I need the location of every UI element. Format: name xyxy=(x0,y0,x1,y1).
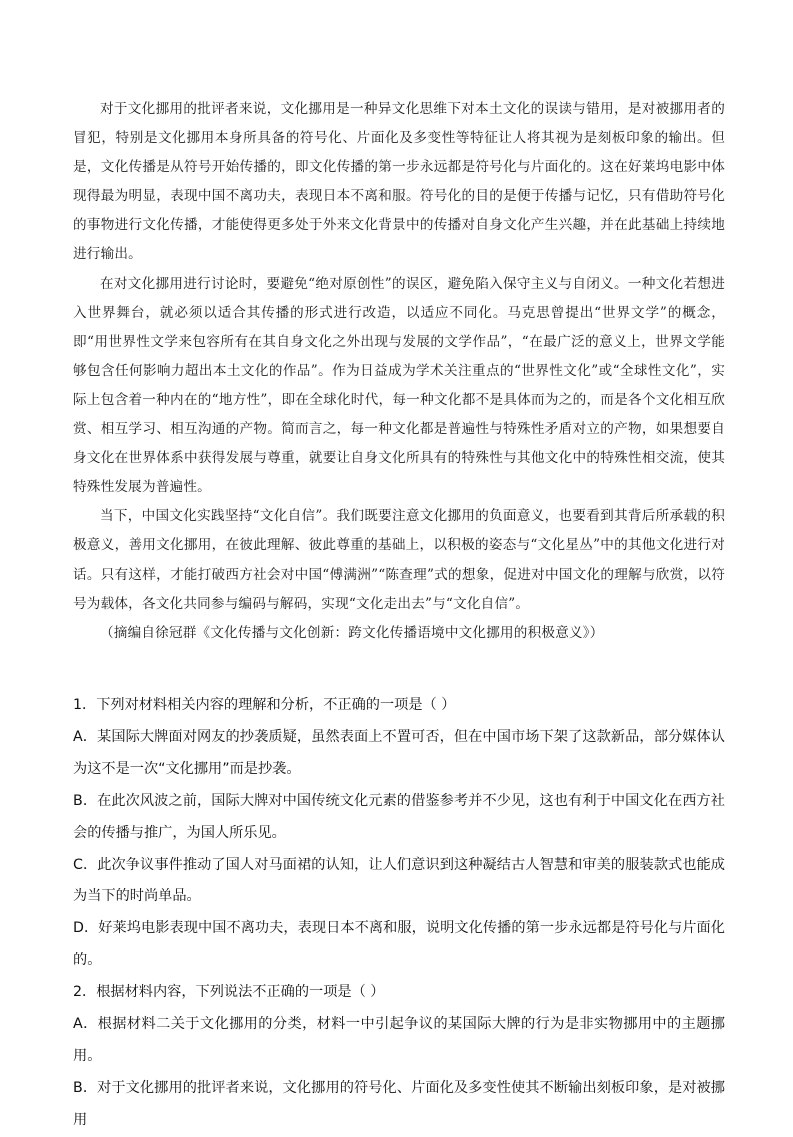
question-2-stem: 2．根据材料内容，下列说法不正确的一项是（ ） xyxy=(73,984,385,1001)
question-2-option-b: B．对于文化挪用的批评者来说，文化挪用的符号化、片面化及多变性使其不断输出刻板印象，是对被挪用 xyxy=(73,1079,725,1128)
passage-paragraph-2: 在对文化挪用进行讨论时，要避免“绝对原创性”的误区，避免陷入保守主义与自闭义。一种文化若想进入世界舞台，就必须以适合其传播的形式进行改造，以适应不同化。马克思曾提出“世界文学”的概念，即“用世界性文学来包容所有在其自身文化之外出现与发展的文学作品”，“在最广泛的意义上，世界文学能够包含任何影响力超出本土文化的作品”。作为日益成为学术关注重点的“世界性文化”或“全球性文化”，实际上包含着一种内在的“地方性”，即在全球化时代，每一种文化都不是具体而为之的，而是各个文化相互欣赏、相互学习、相互沟通的产物。简而言之，每一种文化都是普遍性与特殊性矛盾对立的产物，如果想要自身文化在世界体系中获得发展与尊重，就要让自身文化所具有的特殊性与其他文化中的特殊性相交流，使其特殊性发展为普遍性。 xyxy=(73,275,725,496)
reading-passage xyxy=(73,95,725,648)
passage-paragraph-3: 当下，中国文化实践坚持“文化自信”。我们既要注意文化挪用的负面意义，也要看到其背后所承载的积极意义，善用文化挪用，在彼此理解、彼此尊重的基础上，以积极的姿态与“文化星丛”中的其他文化进行对话。只有这样，才能打破西方社会对中国“傅满洲”“陈查理”式的想象，促进对中国文化的理解与欣赏，以符号为载体，各文化共同参与编码与解码，实现“文化走出去”与“文化自信”。 xyxy=(73,508,725,612)
question-section xyxy=(73,690,725,1137)
question-1-option-c: C．此次争议事件推动了国人对马面裙的认知，让人们意识到这种凝结古人智慧和审美的服装款式也能成为当下的时尚单品。 xyxy=(73,856,725,905)
question-2-option-a: A．根据材料二关于文化挪用的分类，材料一中引起争议的某国际大牌的行为是非实物挪用中的主题挪用。 xyxy=(73,1016,725,1064)
question-1-option-b: B．在此次风波之前，国际大牌对中国传统文化元素的借鉴参考并不少见，这也有利于中国文化在西方社会的传播与推广，为国人所乐见。 xyxy=(73,792,725,841)
question-1-option-d: D．好莱坞电影表现中国不离功夫，表现日本不离和服，说明文化传播的第一步永远都是符号化与片面化的。 xyxy=(73,920,725,969)
question-1-option-a: A．某国际大牌面对网友的抄袭质疑，虽然表面上不置可否，但在中国市场下架了这款新品，部分媒体认为这不是一次“文化挪用”而是抄袭。 xyxy=(73,728,725,777)
question-1-stem: 1．下列对材料相关内容的理解和分析，不正确的一项是（ ） xyxy=(73,697,456,713)
passage-source-citation: （摘编自徐冠群《文化传播与文化创新：跨文化传播语境中文化挪用的积极意义》） xyxy=(100,624,604,641)
passage-paragraph-1: 对于文化挪用的批评者来说，文化挪用是一种异文化思维下对本土文化的误读与错用，是对被挪用者的冒犯，特别是文化挪用本身所具备的符号化、片面化及多变性等特征让人将其视为是刻板印象的输出。但是，文化传播是从符号开始传播的，即文化传播的第一步永远都是符号化与片面化的。这在好莱坞电影中体现得最为明显，表现中国不离功夫，表现日本不离和服。符号化的目的是便于传播与记忆，只有借助符号化的事物进行文化传播，才能使得更多处于外来文化背景中的传播对自身文化产生兴趣，并在此基础上持续地进行输出。 xyxy=(73,101,725,263)
